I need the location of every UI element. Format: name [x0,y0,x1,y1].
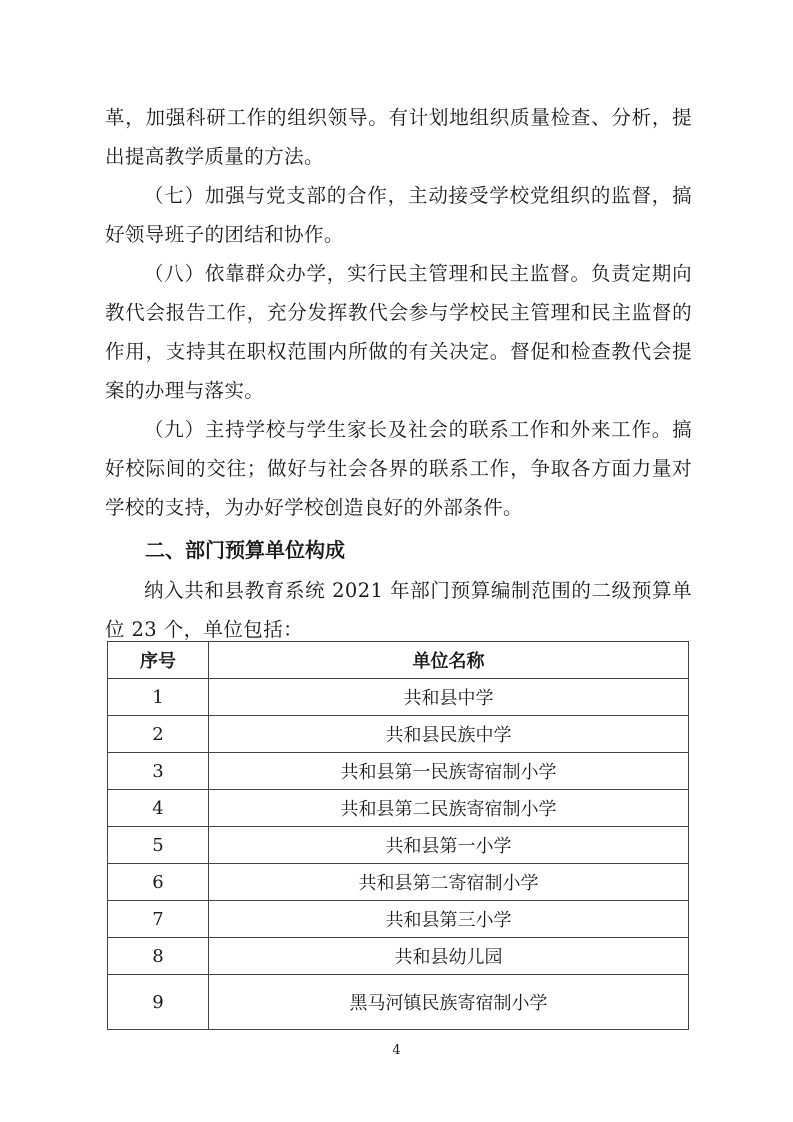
unit-name: 共和县第二民族寄宿制小学 [209,790,689,827]
unit-name: 共和县第一民族寄宿制小学 [209,753,689,790]
unit-name: 黑马河镇民族寄宿制小学 [209,975,689,1030]
row-number: 4 [108,790,209,827]
row-number: 6 [108,864,209,901]
table-header-row [108,642,689,679]
section-intro: 纳入共和县教育系统 2021 年部门预算编制范围的二级预算单位 23 个，单位包括： [105,579,692,641]
table-row [108,827,689,864]
paragraph-item-9: （九）主持学校与学生家长及社会的联系工作和外来工作。搞好校际间的交往；做好与社会各界的联系工作，争取各方面力量对学校的支持，为办好学校创造良好的外部条件。 [105,418,692,519]
paragraph-item-7: （七）加强与党支部的合作，主动接受学校党组织的监督，搞好领导班子的团结和协作。 [105,184,692,246]
table-row [108,790,689,827]
table-row [108,864,689,901]
unit-name: 共和县民族中学 [209,716,689,753]
row-number: 5 [108,827,209,864]
table-row [108,716,689,753]
row-number: 7 [108,901,209,938]
budget-units-table [107,641,689,1030]
page-number: 4 [392,1043,401,1058]
section-heading: 二、部门预算单位构成 [145,538,345,562]
table-row [108,901,689,938]
row-number: 9 [108,975,209,1030]
table-row [108,975,689,1030]
table-row [108,938,689,975]
header-unit-name: 单位名称 [209,642,689,679]
unit-name: 共和县第二寄宿制小学 [209,864,689,901]
row-number: 8 [108,938,209,975]
unit-name: 共和县中学 [209,679,689,716]
unit-name: 共和县幼儿园 [209,938,689,975]
unit-name: 共和县第一小学 [209,827,689,864]
row-number: 2 [108,716,209,753]
row-number: 3 [108,753,209,790]
unit-name: 共和县第三小学 [209,901,689,938]
table-row [108,679,689,716]
paragraph-item-8: （八）依靠群众办学，实行民主管理和民主监督。负责定期向教代会报告工作，充分发挥教代会参与学校民主管理和民主监督的作用，支持其在职权范围内所做的有关决定。督促和检查教代会提案的办理与落实。 [105,262,692,402]
table-row [108,753,689,790]
paragraph-continuation: 革，加强科研工作的组织领导。有计划地组织质量检查、分析，提出提高教学质量的方法。 [105,106,692,168]
header-serial-number: 序号 [108,642,209,679]
row-number: 1 [108,679,209,716]
